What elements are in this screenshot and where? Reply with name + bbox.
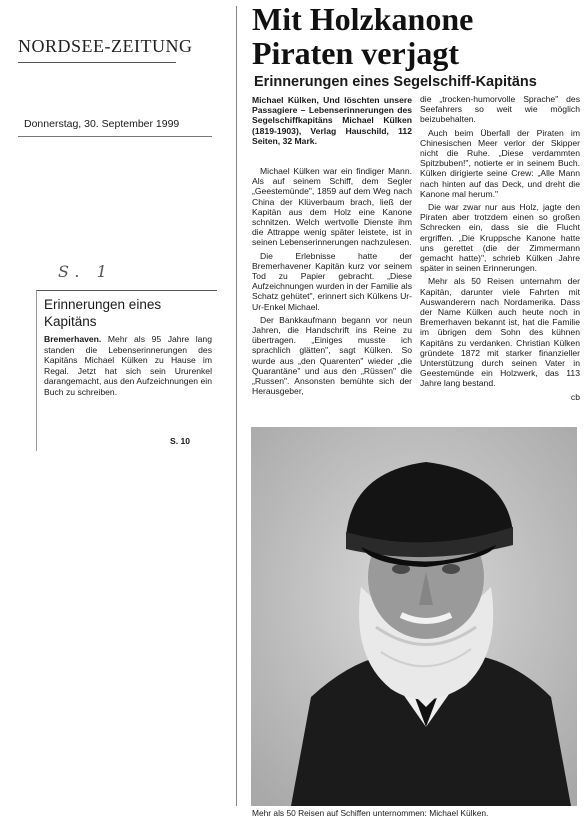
paragraph: Michael Külken war ein findiger Mann. Als auf seinem Schiff, dem Segler „Geestemünde", 1859 auf dem Weg nach China der Klüverbaum brach, ließ der Kapitän aus dem Holz eine Kanone schnitzen. Welch wertvolle Dienste ihm die Attrappe wenig später leistete, ist in seinen Lebenserinnerungen nachzulesen. [252, 166, 412, 248]
paragraph: Die Erlebnisse hatte der Bremerhavener Kapitän kurz vor seinem Tod zu Papier gebracht. „Diese Aufzeichnungen wurden in der Familie als Schatz gehütet", erinnert sich Külkens Ur-Ur-Enkel Michael. [252, 250, 412, 312]
book-info: Michael Külken, Und löschten unsere Passagiere – Lebenserinnerungen des Segelschiffkapitäns Michael Külken (1819-1903), Verlag Hauschild, 112 Seiten, 32 Mark. [252, 95, 412, 146]
portrait-illustration [251, 427, 577, 806]
issue-date: Donnerstag, 30. September 1999 [24, 118, 180, 130]
masthead: NORDSEE-ZEITUNG [18, 36, 193, 56]
teaser-page-ref: S. 10 [170, 436, 191, 446]
teaser-title: Erinnerungen eines Kapitäns [44, 297, 162, 329]
article-column-1 [252, 166, 412, 399]
portrait-photo [251, 427, 577, 806]
paragraph: Mehr als 50 Reisen unternahm der Kapitän, darunter viele Fahrten mit Auswanderern nach Nordamerika. Dass der Name Külken auch heute noch in Bremerhaven bekannt ist, hat die Familie im übrigen dem Sohn des kühnen Kapitäns zu verdanken. Christian Külken gründete 1872 mit starker finanzieller Unterstützung durch seinen Vater in Geestemünde ein Holzwerk, das 113 Jahre lang bestand. [420, 276, 580, 389]
teaser-body [44, 334, 212, 398]
teaser-text: Mehr als 95 Jahre lang standen die Lebenserinnerungen des Kapitäns Michael Külken zu Hause im Regal. Jetzt hat sich sein Ururenkel darangemacht, aus den Aufzeichnungen ein Buch zu schreiben. [44, 334, 212, 397]
photo-caption: Mehr als 50 Reisen auf Schiffen unternommen: Michael Külken. [252, 808, 489, 818]
article-subheadline: Erinnerungen eines Segelschiff-Kapitäns [254, 74, 537, 90]
column-divider [236, 6, 237, 806]
article-column-2 [420, 94, 580, 402]
masthead-rule [18, 62, 176, 63]
headline-line-2: Piraten verjagt [252, 35, 460, 71]
headline-line-1: Mit Holzkanone [252, 1, 474, 37]
author-initials: cb [570, 391, 580, 402]
paragraph: Auch beim Überfall der Piraten im Chinesischen Meer verlor der Skipper nicht die Ruhe. „Diese verdammten Spitzbuben!", notierte er in seinem Buch. Külken dirigierte seine Crew: „Alle Mann nach hinten auf das Deck, und dreht die Kanone mal herum." [420, 127, 580, 199]
paragraph: Der Bankkaufmann begann vor neun Jahren, die Handschrift ins Reine zu übertragen. „Einiges musste ich sprachlich glätten", sagt Külken. So wurde aus „den Quarenten" wieder „die Quarantäne" und aus den „Rüssen" die „Russen". Ansonsten bemühte sich der Herausgeber, [252, 314, 412, 397]
article-headline [252, 2, 582, 70]
paragraph: Die war zwar nur aus Holz, jagte den Piraten aber trotzdem einen so großen Schrecken ein, dass sie die Flucht ergriffen. „Die Kruppsche Kanone hatte uns gerettet (die der Zimmermann gemacht hatte)", schrieb Külken Jahre später in seinen Erinnerungen. [420, 202, 580, 274]
handwritten-note: S. 1 [58, 262, 113, 281]
paragraph: die „trocken-humorvolle Sprache" des Seefahrers so weit wie möglich beizubehalten. [420, 94, 580, 125]
date-rule [18, 136, 212, 137]
teaser-place: Bremerhaven. [44, 334, 102, 344]
